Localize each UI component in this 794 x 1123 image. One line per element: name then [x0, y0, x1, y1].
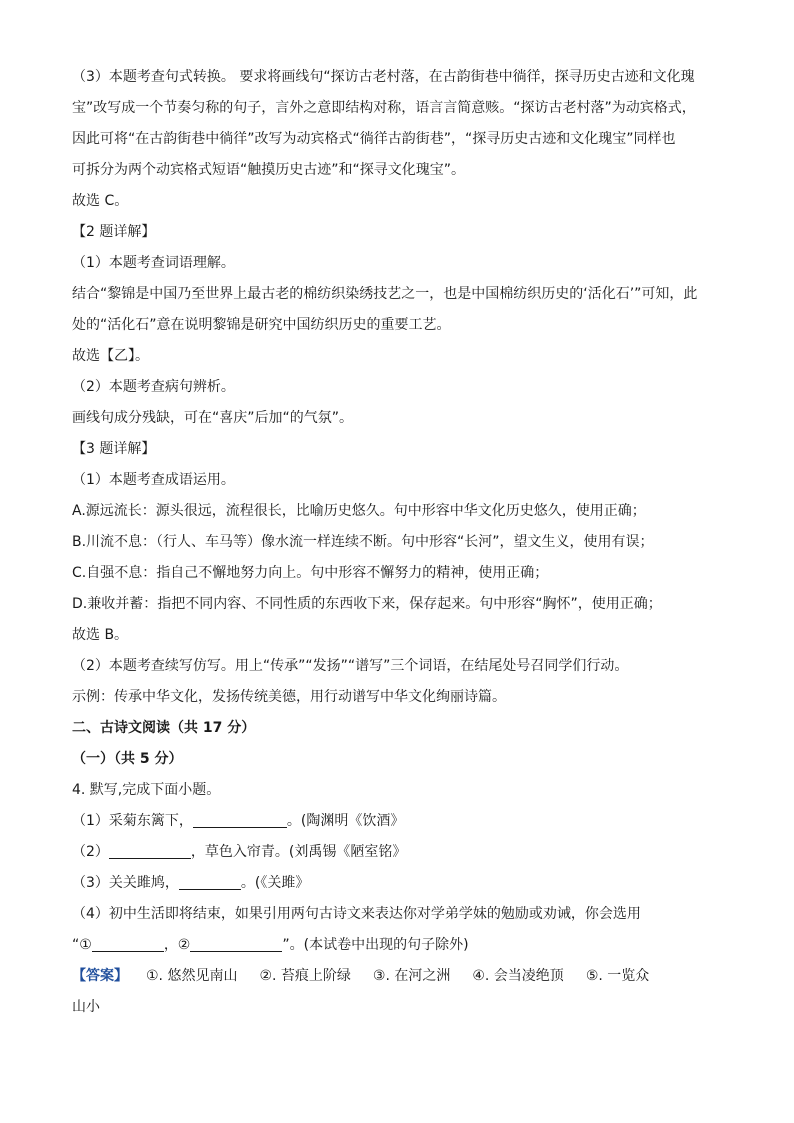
q1-choice: 故选 C。 — [72, 193, 129, 209]
section3-example: 示例：传承中华文化，发扬传统美德，用行动谱写中华文化绚丽诗篇。 — [72, 689, 506, 705]
answer-blank-4 — [92, 935, 164, 952]
q4-item-2-suffix: ，草色入帘青。(刘禹锡《陋室铭》 — [190, 844, 407, 860]
q4-item-3 — [72, 868, 732, 899]
q4-item-4-mid: ，② — [163, 937, 191, 953]
q3-part3-line-4: 可拆分为两个动宾格式短语“触摸历史古迹”和“探寻文化瑰宝”。 — [72, 162, 466, 178]
answer-item-5: ⑤. 一览众 — [585, 968, 650, 984]
section3-p2: （2）本题考查续写仿写。用上“传承”“发扬”“谱写”三个词语，在结尾处号召同学们行动。 — [72, 658, 629, 674]
q3-part3-line-2: 宝”改写成一个节奏匀称的句子，言外之意即结构对称，语言言简意赅。“探访古老村落”为动宾格式， — [72, 100, 696, 116]
section2-choice: 故选【乙】。 — [72, 348, 149, 364]
document-page — [72, 62, 732, 1023]
answer-item-4: ④. 会当凌绝顶 — [472, 968, 564, 984]
q4-item-4-close: ”。(本试卷中出现的句子除外) — [282, 937, 469, 953]
section3-p1: （1）本题考查成语运用。 — [72, 472, 235, 488]
answer-item-3: ③. 在河之洲 — [372, 968, 451, 984]
answer-wrap: 山小 — [72, 999, 100, 1015]
part2-heading: 二、古诗文阅读（共 17 分） — [72, 720, 256, 736]
part2-subheading: （一）（共 5 分） — [72, 751, 183, 767]
section3-choice: 故选 B。 — [72, 627, 129, 643]
section2-p2-line-2: 处的“活化石”意在说明黎锦是研究中国纺织历史的重要工艺。 — [72, 317, 451, 333]
answer-blank-3 — [179, 873, 241, 890]
q4-item-4-open: “① — [72, 937, 92, 953]
section2-title: 【2 题详解】 — [72, 224, 156, 240]
q3-part3-line-3: 因此可将“在古韵街巷中徜徉”改写为动宾格式“徜徉古韵街巷”，“探寻历史古迹和文化瑰宝”同样也 — [72, 131, 676, 147]
q4-item-3-prefix: （3）关关雎鸠， — [72, 875, 179, 891]
section3-title: 【3 题详解】 — [72, 441, 156, 457]
section2-p1: （1）本题考查词语理解。 — [72, 255, 235, 271]
answer-blank-2 — [109, 842, 191, 859]
q3-part3-line-1: （3）本题考查句式转换。 要求将画线句“探访古老村落，在古韵街巷中徜徉，探寻历史古迹和文化瑰 — [72, 69, 695, 85]
section3-option-d: D.兼收并蓄：指把不同内容、不同性质的东西收下来，保存起来。句中形容“胸怀”，使用正确； — [72, 596, 662, 612]
q4-item-3-suffix: 。(《关雎》 — [240, 875, 310, 891]
q4-item-2-prefix: （2） — [72, 844, 109, 860]
section2-p2-line-1: 结合“黎锦是中国乃至世界上最古老的棉纺织染绣技艺之一，也是中国棉纺织历史的‘活化石’”可知，此 — [72, 286, 698, 302]
section2-p4: 画线句成分残缺，可在“喜庆”后加“的气氛”。 — [72, 410, 354, 426]
question-4: 4. 默写,完成下面小题。 — [72, 782, 221, 798]
answer-item-2: ②. 苔痕上阶绿 — [259, 968, 351, 984]
answer-blank-5 — [190, 935, 282, 952]
section2-p3: （2）本题考查病句辨析。 — [72, 379, 235, 395]
q4-item-4-line-2 — [72, 930, 732, 961]
answer-item-1: ①. 悠然见南山 — [146, 968, 238, 984]
q4-item-1 — [72, 806, 732, 837]
q4-item-1-suffix: 。(陶渊明《饮酒》 — [286, 813, 405, 829]
answer-row — [72, 961, 732, 992]
answer-tag: 【答案】 — [72, 968, 128, 984]
q4-item-1-prefix: （1）采菊东篱下， — [72, 813, 193, 829]
section3-option-a: A.源远流长：源头很远，流程很长，比喻历史悠久。句中形容中华文化历史悠久，使用正确； — [72, 503, 646, 519]
section3-option-c: C.自强不息：指自己不懈地努力向上。句中形容不懈努力的精神，使用正确； — [72, 565, 549, 581]
answer-blank-1 — [193, 811, 287, 828]
section3-option-b: B.川流不息：（行人、车马等）像水流一样连续不断。句中形容“长河”，望文生义，使用有误； — [72, 534, 654, 550]
q4-item-4-line-1: （4）初中生活即将结束，如果引用两句古诗文来表达你对学弟学妹的勉励或劝诫，你会选用 — [72, 906, 641, 922]
q4-item-2 — [72, 837, 732, 868]
